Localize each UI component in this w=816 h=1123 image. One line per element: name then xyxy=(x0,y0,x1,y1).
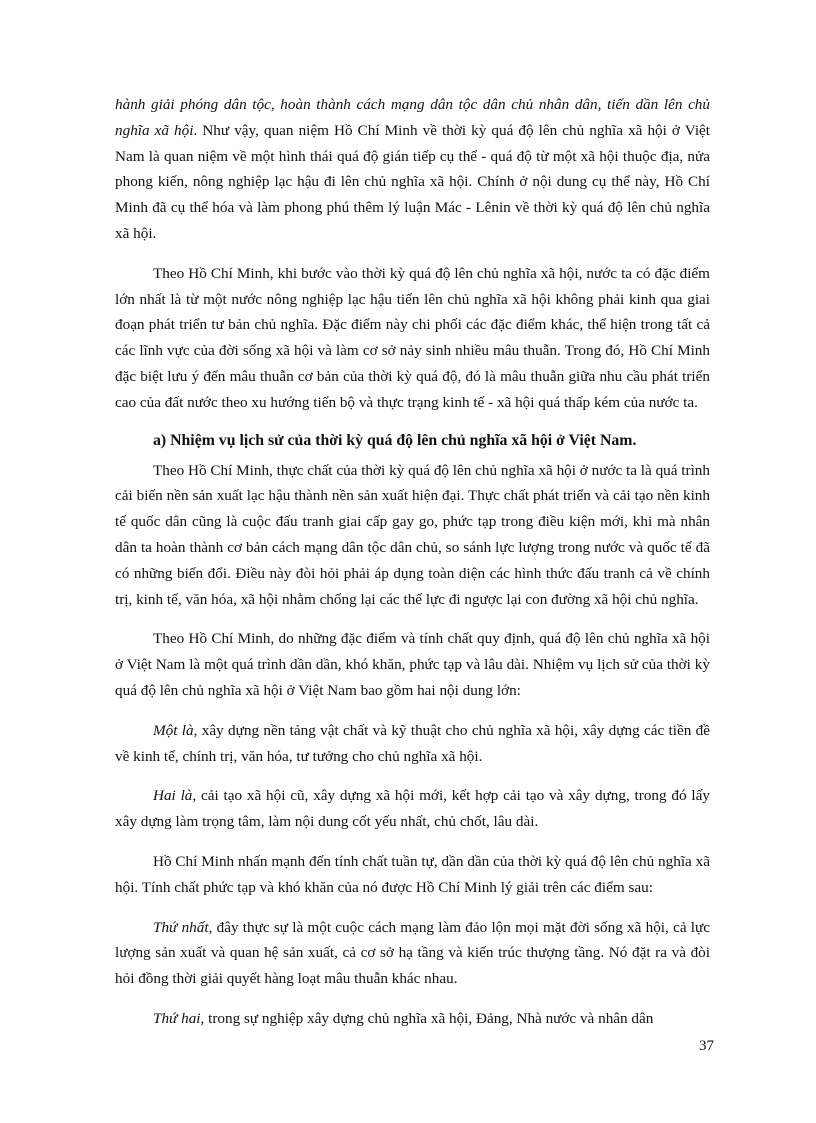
page-number: 37 xyxy=(699,1038,714,1054)
paragraph xyxy=(115,626,710,703)
paragraph xyxy=(115,718,710,770)
italic-phrase: Thứ nhất xyxy=(153,918,209,936)
paragraph-text: , xây dựng nền tảng vật chất và kỹ thuật cho chủ nghĩa xã hội, xây dựng các tiền đề về kinh tế, chính trị, văn hóa, tư tưởng cho chủ nghĩa xã hội. xyxy=(115,721,711,765)
paragraph-text: Theo Hồ Chí Minh, do những đặc điểm và tính chất quy định, quá độ lên chủ nghĩa xã hội ở Việt Nam là một quá trình dần dần, khó khăn, phức tạp và lâu dài. Nhiệm vụ lịch sử của thời kỳ quá độ lên chủ nghĩa xã hội ở Việt Nam bao gồm hai nội dung lớn: xyxy=(115,630,710,699)
paragraph-text: . Như vậy, quan niệm Hồ Chí Minh về thời kỳ quá độ lên chủ nghĩa xã hội ở Việt Nam là quan niệm về một hình thái quá độ gián tiếp cụ thể - quá độ từ một xã hội thuộc địa, nửa phong kiến, nông nghiệp lạc hậu đi lên chủ nghĩa xã hội. Chính ở nội dung cụ thể này, Hồ Chí Minh đã cụ thể hóa và làm phong phú thêm lý luận Mác - Lênin về thời kỳ quá độ lên chủ nghĩa xã hội. xyxy=(115,121,710,242)
paragraph xyxy=(115,1006,710,1032)
paragraph xyxy=(115,849,710,901)
paragraph xyxy=(115,783,710,835)
italic-phrase: Hai là xyxy=(153,787,193,805)
paragraph xyxy=(115,92,710,247)
paragraph xyxy=(115,458,710,613)
paragraph-text: , cải tạo xã hội cũ, xây dựng xã hội mới, kết hợp cải tạo và xây dựng, trong đó lấy xây dựng làm trọng tâm, làm nội dung cốt yếu nhất, chủ chốt, lâu dài. xyxy=(115,787,710,831)
paragraph-text: , trong sự nghiệp xây dựng chủ nghĩa xã hội, Đảng, Nhà nước và nhân dân xyxy=(200,1009,654,1027)
italic-phrase: Thứ hai xyxy=(153,1009,201,1027)
italic-phrase: Một là xyxy=(153,721,194,739)
paragraph-text: , đây thực sự là một cuộc cách mạng làm đảo lộn mọi mặt đời sống xã hội, cả lực lượng sản xuất và quan hệ sản xuất, cả cơ sở hạ tầng và kiến trúc thượng tầng. Nó đặt ra và đòi hỏi đồng thời giải quyết hàng loạt mâu thuẫn khác nhau. xyxy=(115,918,710,988)
paragraph xyxy=(115,915,710,992)
paragraph-text: Theo Hồ Chí Minh, khi bước vào thời kỳ quá độ lên chủ nghĩa xã hội, nước ta có đặc điểm lớn nhất là từ một nước nông nghiệp lạc hậu tiến lên chủ nghĩa xã hội không phải kinh qua giai đoạn phát triển tư bản chủ nghĩa. Đặc điểm này chi phối các đặc điểm khác, thể hiện trong tất cả các lĩnh vực của đời sống xã hội và làm cơ sở nảy sinh nhiều mâu thuẫn. Trong đó, Hồ Chí Minh đặc biệt lưu ý đến mâu thuẫn cơ bản của thời kỳ quá độ, đó là mâu thuẫn giữa nhu cầu phát triển cao của đất nước theo xu hướng tiến bộ và thực trạng kinh tế - xã hội quá thấp kém của nước ta. xyxy=(115,264,710,411)
paragraph xyxy=(115,261,710,416)
paragraph-text: Hồ Chí Minh nhấn mạnh đến tính chất tuần tự, dần dần của thời kỳ quá độ lên chủ nghĩa xã hội. Tính chất phức tạp và khó khăn của nó được Hồ Chí Minh lý giải trên các điểm sau: xyxy=(115,852,710,896)
italic-phrase: hành giải phóng dân tộc, hoàn thành cách mạng dân tộc dân chủ nhân dân, tiến dần lên chủ nghĩa xã hội xyxy=(115,96,710,139)
paragraph-text: Theo Hồ Chí Minh, thực chất của thời kỳ quá độ lên chủ nghĩa xã hội ở nước ta là quá trình cải biến nền sản xuất lạc hậu thành nền sản xuất hiện đại. Thực chất phát triển và cải tạo nền kinh tế quốc dân cũng là cuộc đấu tranh giai cấp gay go, phức tạp trong điều kiện mới, khi mà nhân dân ta hoàn thành cơ bản cách mạng dân tộc dân chủ, so sánh lực lượng trong nước và quốc tế đã có những biến đổi. Điều này đòi hỏi phải áp dụng toàn diện các hình thức đấu tranh cả về chính trị, kinh tế, văn hóa, xã hội nhằm chống lại các thế lực đi ngược lại con đường xã hội chủ nghĩa. xyxy=(115,461,710,608)
section-heading: a) Nhiệm vụ lịch sử của thời kỳ quá độ lên chủ nghĩa xã hội ở Việt Nam. xyxy=(153,431,637,449)
